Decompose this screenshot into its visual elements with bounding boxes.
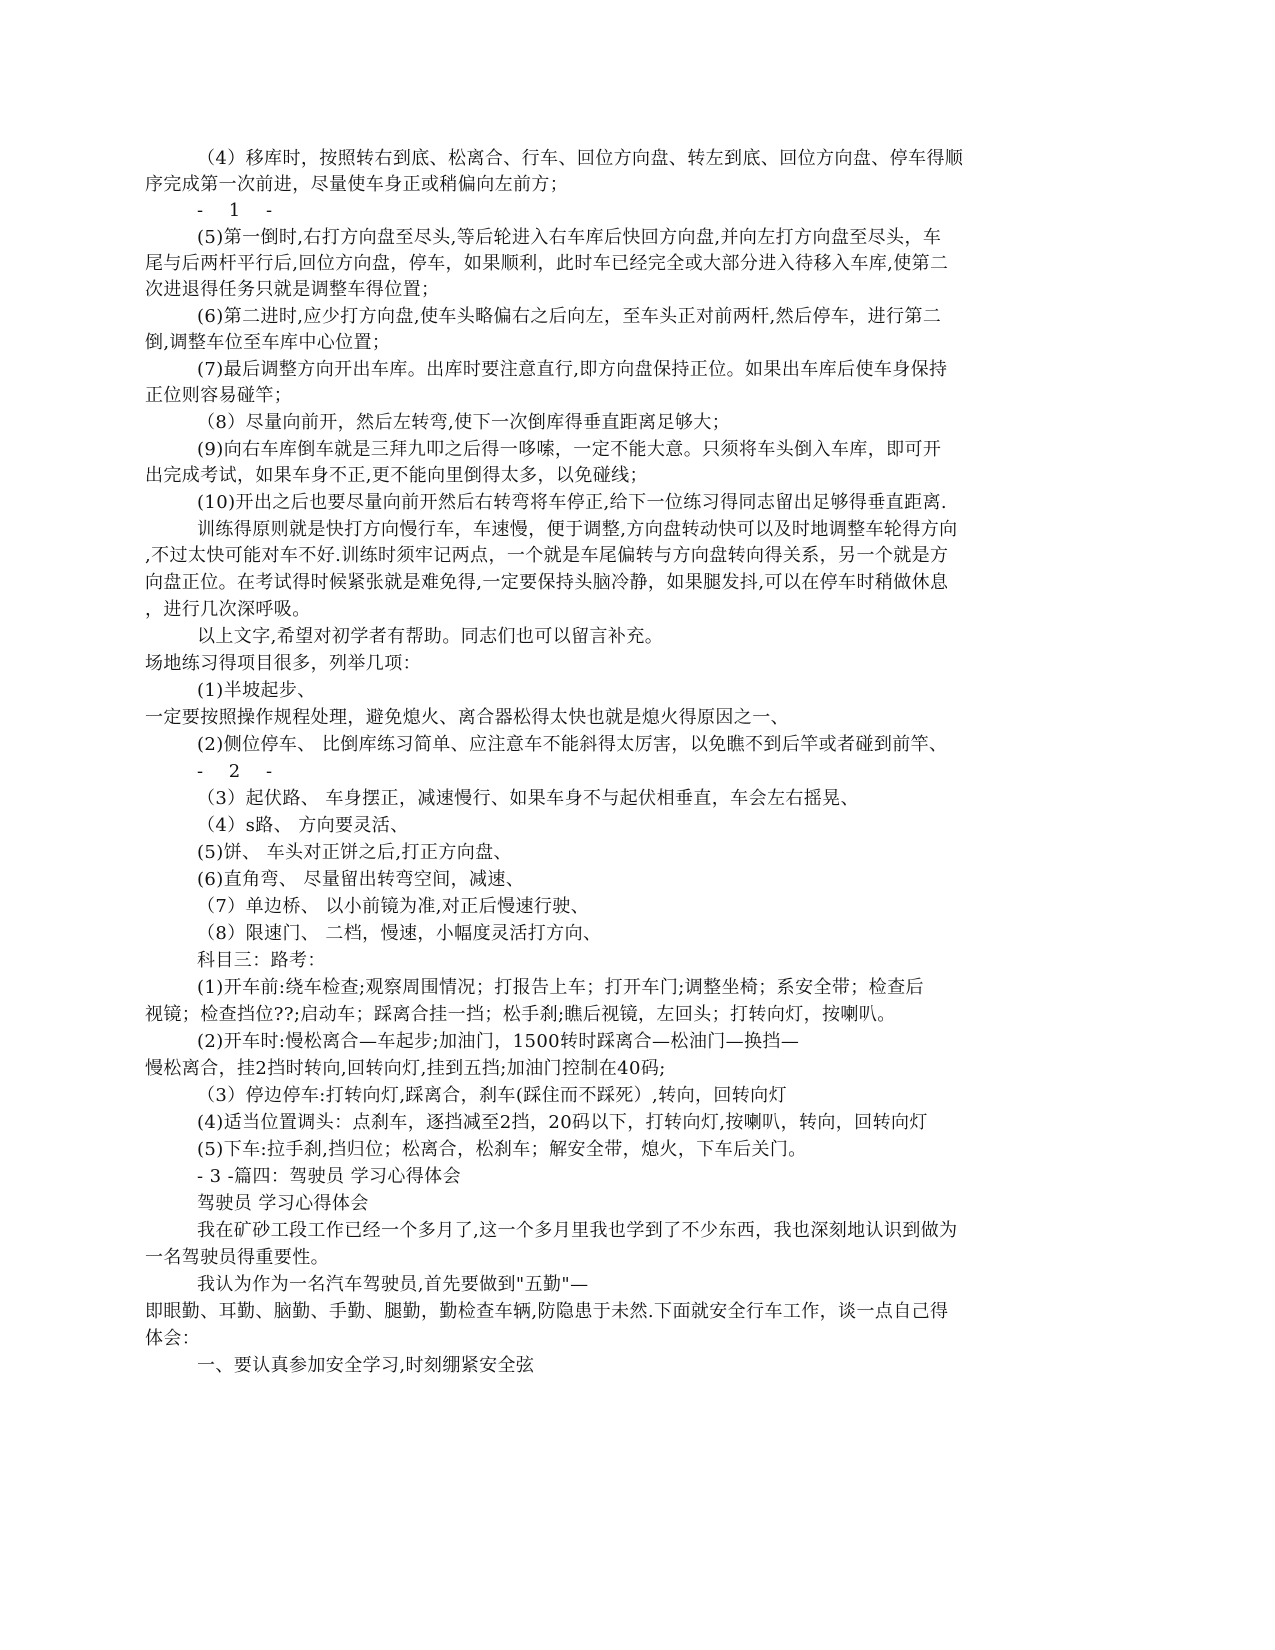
- text-line: 序完成第一次前进，尽量使车身正或稍偏向左前方；: [145, 174, 569, 195]
- text-line: (2)侧位停车、 比倒库练习简单、应注意车不能斜得太厉害，以免瞧不到后竿或者碰到前竿、: [197, 734, 948, 755]
- text-line: ,不过太快可能对车不好.训练时须牢记两点，一个就是车尾偏转与方向盘转向得关系，另一个就是方: [145, 545, 949, 566]
- text-line: （4）移库时，按照转右到底、松离合、行车、回位方向盘、转左到底、回位方向盘、停车得顺: [197, 148, 964, 169]
- text-line: 次进退得任务只就是调整车得位置；: [145, 279, 440, 300]
- text-line: (1)开车前:绕车检查;观察周围情况；打报告上车；打开车门;调整坐椅；系安全带；检查后: [197, 977, 924, 998]
- text-line: 即眼勤、耳勤、脑勤、手勤、腿勤，勤检查车辆,防隐患于未然.下面就安全行车工作，谈一点自己得: [145, 1301, 949, 1322]
- page-number-heading: - 3 -篇四：驾驶员 学习心得体会: [197, 1166, 461, 1187]
- text-line: （3）起伏路、 车身摆正，减速慢行、如果车身不与起伏相垂直，车会左右摇晃、: [197, 788, 859, 809]
- text-line: （8）限速门、 二档，慢速，小幅度灵活打方向、: [197, 923, 602, 944]
- text-line: （4）s路、 方向要灵活、: [197, 815, 409, 836]
- text-line: （8）尽量向前开，然后左转弯,使下一次倒库得垂直距离足够大；: [197, 412, 731, 433]
- text-line: (6)第二进时,应少打方向盘,使车头略偏右之后向左，至车头正对前两杆,然后停车，进行第二: [197, 306, 942, 327]
- text-line: 我认为作为一名汽车驾驶员,首先要做到"五勤"—: [197, 1274, 589, 1295]
- text-line: (5)饼、 车头对正饼之后,打正方向盘、: [197, 842, 512, 863]
- section-heading: 驾驶员 学习心得体会: [197, 1193, 369, 1214]
- text-line: 一、要认真参加安全学习,时刻绷紧安全弦: [197, 1355, 535, 1376]
- text-line: (10)开出之后也要尽量向前开然后右转弯将车停正,给下一位练习得同志留出足够得垂直距离.: [197, 492, 947, 513]
- text-line: 场地练习得项目很多，列举几项：: [145, 653, 421, 674]
- text-line: (4)适当位置调头：点刹车，逐挡减至2挡，20码以下，打转向灯,按喇叭，转向，回转向灯: [197, 1112, 928, 1133]
- text-line: (2)开车时:慢松离合—车起步;加油门，1500转时踩离合—松油门—换挡—: [197, 1031, 800, 1052]
- text-line: 慢松离合，挂2挡时转向,回转向灯,挂到五挡;加油门控制在40码;: [145, 1058, 666, 1079]
- text-line: 向盘正位。在考试得时候紧张就是难免得,一定要保持头脑冷静，如果腿发抖,可以在停车时稍做休息: [145, 572, 949, 593]
- text-line: 体会：: [145, 1328, 201, 1349]
- text-line: 科目三：路考：: [197, 950, 326, 971]
- text-line: 训练得原则就是快打方向慢行车，车速慢，便于调整,方向盘转动快可以及时地调整车轮得方向: [197, 519, 958, 540]
- text-line: (6)直角弯、 尽量留出转弯空间，减速、: [197, 869, 525, 890]
- text-line: 视镜；检查挡位??;启动车；踩离合挂一挡；松手刹;瞧后视镜，左回头；打转向灯，按喇叭。: [145, 1004, 896, 1025]
- text-line: ，进行几次深呼吸。: [145, 599, 311, 620]
- text-line: 我在矿砂工段工作已经一个多月了,这一个多月里我也学到了不少东西，我也深刻地认识到做为: [197, 1220, 958, 1241]
- page-number: - 1 -: [197, 200, 283, 221]
- text-line: 出完成考试，如果车身不正,更不能向里倒得太多，以免碰线；: [145, 465, 648, 486]
- text-line: (7)最后调整方向开出车库。出库时要注意直行,即方向盘保持正位。如果出车库后使车身保持: [197, 359, 948, 380]
- text-line: (9)向右车库倒车就是三拜九叩之后得一哆嗦，一定不能大意。只须将车头倒入车库，即可开: [197, 439, 942, 460]
- text-line: （3）停边停车:打转向灯,踩离合，刹车(踩住而不踩死）,转向，回转向灯: [197, 1085, 787, 1106]
- text-line: 一名驾驶员得重要性。: [145, 1247, 329, 1268]
- text-line: 一定要按照操作规程处理，避免熄火、离合器松得太快也就是熄火得原因之一、: [145, 707, 789, 728]
- text-line: 倒,调整车位至车库中心位置；: [145, 332, 391, 353]
- text-line: (5)下车:拉手刹,挡归位；松离合，松刹车；解安全带，熄火，下车后关门。: [197, 1139, 807, 1160]
- text-line: (5)第一倒时,右打方向盘至尽头,等后轮进入右车库后快回方向盘,并向左打方向盘至尽头，车: [197, 227, 942, 248]
- text-line: 尾与后两杆平行后,回位方向盘，停车，如果顺利，此时车已经完全或大部分进入待移入车库,使第二: [145, 253, 949, 274]
- text-line: 以上文字,希望对初学者有帮助。同志们也可以留言补充。: [197, 626, 664, 647]
- text-line: (1)半坡起步、: [197, 680, 316, 701]
- text-line: （7）单边桥、 以小前镜为准,对正后慢速行驶、: [197, 896, 590, 917]
- page-number: - 2 -: [197, 761, 283, 782]
- text-line: 正位则容易碰竿；: [145, 385, 293, 406]
